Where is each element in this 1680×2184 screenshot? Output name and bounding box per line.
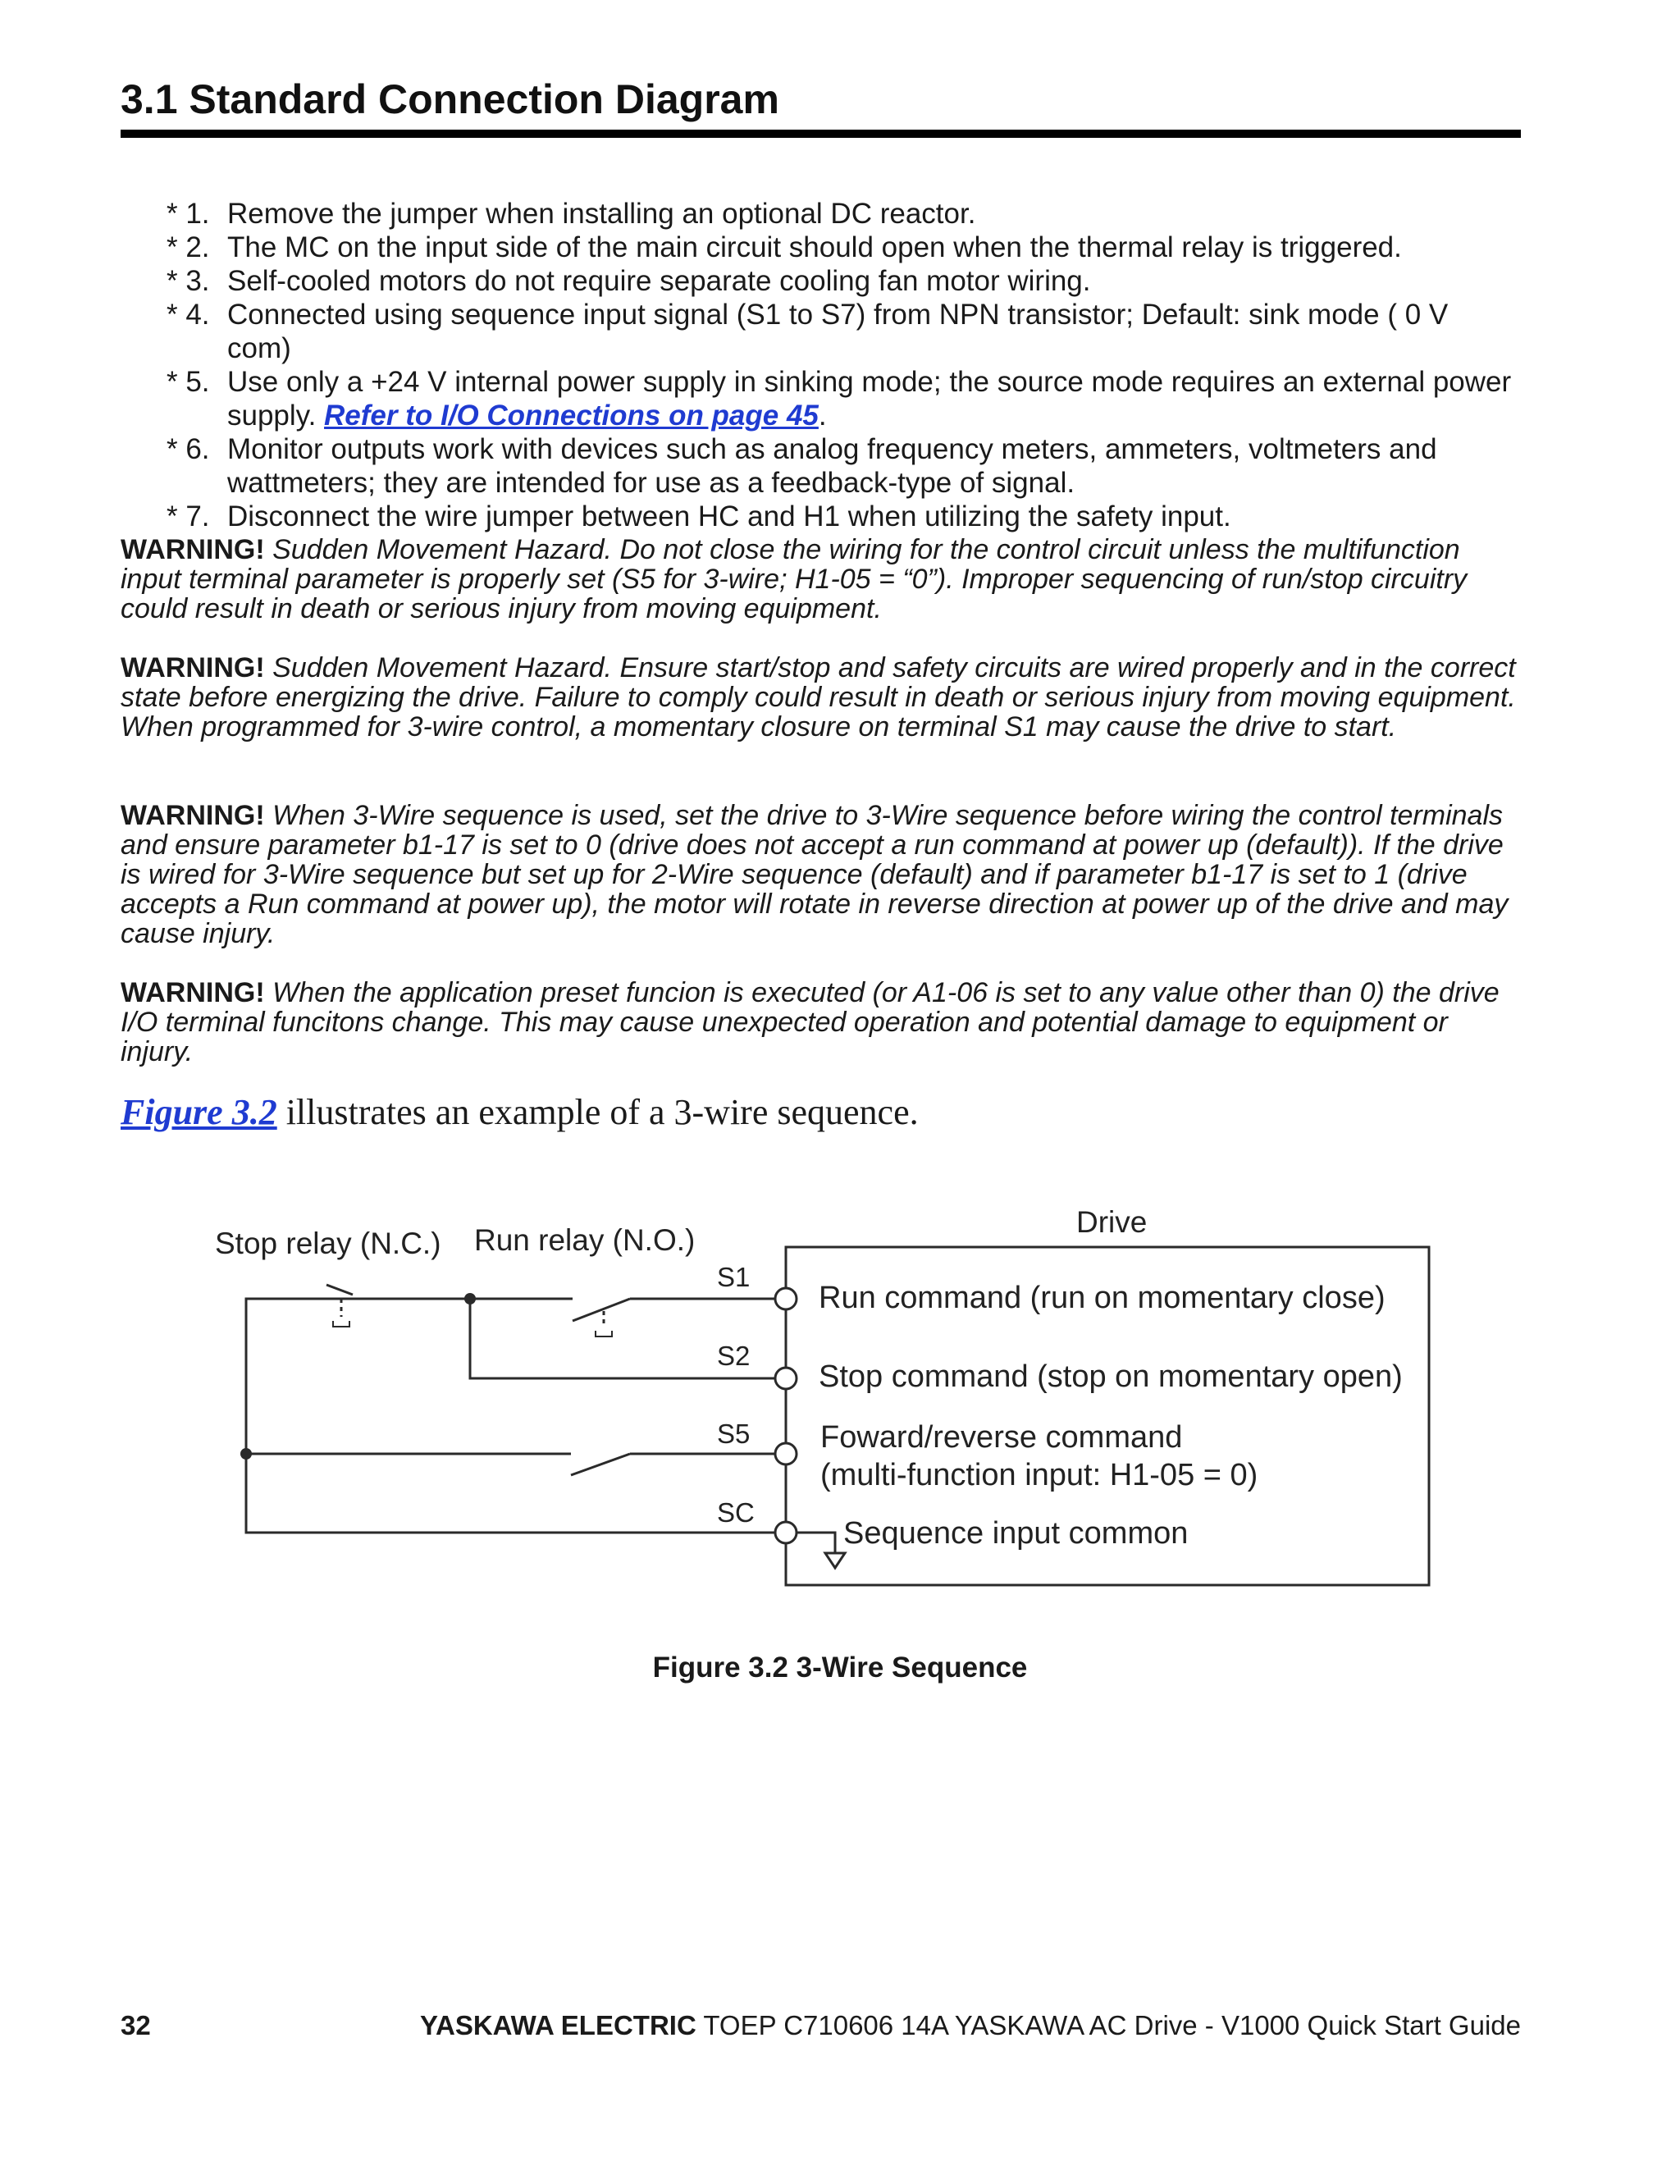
wire-left-top xyxy=(246,1299,326,1454)
ground-icon xyxy=(825,1553,845,1568)
note-item xyxy=(167,197,1512,231)
sequence-common-label: Sequence input common xyxy=(843,1516,1189,1551)
io-connections-link[interactable]: Refer to I/O Connections on page 45 xyxy=(324,400,819,432)
wire-sc xyxy=(246,1454,779,1533)
note-marker: * 1. xyxy=(167,198,210,230)
figure-intro-text: illustrates an example of a 3-wire sequence. xyxy=(276,1092,919,1132)
note-marker: * 7. xyxy=(167,500,210,532)
run-relay-label: Run relay (N.O.) xyxy=(474,1223,696,1257)
figure-3-2-link[interactable]: Figure 3.2 xyxy=(121,1092,277,1132)
note-item xyxy=(167,365,1512,432)
run-relay-foot xyxy=(596,1331,612,1336)
junction-dot xyxy=(240,1448,252,1460)
page-number: 32 xyxy=(121,2010,151,2040)
footer-doc-text: TOEP C710606 14A YASKAWA AC Drive - V1000 Quick Start Guide xyxy=(696,2010,1521,2040)
note-text-end: . xyxy=(818,400,827,432)
fwd-rev-label-line2: (multi-function input: H1-05 = 0) xyxy=(820,1458,1258,1492)
terminal-label-s5: S5 xyxy=(717,1419,751,1449)
notes-list xyxy=(167,197,1512,533)
warning-label: WARNING! xyxy=(121,800,265,831)
note-text: Remove the jumper when installing an optional DC reactor. xyxy=(227,198,976,230)
stop-relay-foot xyxy=(333,1321,349,1327)
warning-text: When 3-Wire sequence is used, set the drive to 3-Wire sequence before wiring the control terminals and ensure parameter b1-17 is set to 0 (drive does not accept a run command at power up (default)). If the drive is wired for 3-Wire sequence but set up for 2-Wire sequence (default) and if parameter b1-17 is set to 1 (drive accepts a Run command at power up), the motor will rotate in reverse direction at power up of the drive and may cause injury. xyxy=(121,800,1509,949)
note-text: Self-cooled motors do not require separate cooling fan motor wiring. xyxy=(227,265,1091,297)
note-text: The MC on the input side of the main circuit should open when the thermal relay is triggered. xyxy=(227,231,1402,263)
footer-doc-info xyxy=(420,2010,1521,2041)
note-marker: * 4. xyxy=(167,299,210,331)
wiring-diagram xyxy=(0,1190,1680,1616)
warning-label: WARNING! xyxy=(121,652,265,683)
stop-command-label: Stop command (stop on momentary open) xyxy=(819,1359,1403,1394)
note-item xyxy=(167,231,1512,264)
warning-block xyxy=(121,978,1527,1067)
section-title: 3.1 Standard Connection Diagram xyxy=(121,76,779,122)
note-text: Disconnect the wire jumper between HC and H1 when utilizing the safety input. xyxy=(227,500,1231,532)
figure-intro xyxy=(121,1091,919,1133)
note-text: Connected using sequence input signal (S1 to S7) from NPN transistor; Default: sink mode ( 0 V com) xyxy=(227,299,1449,364)
run-relay-contact xyxy=(573,1299,630,1321)
note-text: Monitor outputs work with devices such as analog frequency meters, ammeters, voltmeters and wattmeters; they are intended for use as a feedback-type of signal. xyxy=(227,433,1437,499)
note-marker: * 2. xyxy=(167,231,210,263)
terminal-sc xyxy=(775,1522,797,1543)
terminal-s2 xyxy=(775,1368,797,1389)
warning-block xyxy=(121,801,1527,948)
figure-caption: Figure 3.2 3-Wire Sequence xyxy=(652,1652,1028,1684)
footer-brand: YASKAWA ELECTRIC xyxy=(420,2010,696,2040)
note-item xyxy=(167,500,1512,533)
stop-relay-bar xyxy=(326,1285,353,1295)
title-rule xyxy=(121,130,1521,138)
note-text: Use only a +24 V internal power supply in sinking mode; the source mode requires an external power supply. xyxy=(227,366,1512,432)
warning-label: WARNING! xyxy=(121,977,265,1008)
warning-block xyxy=(121,535,1527,624)
s5-switch-contact xyxy=(571,1454,630,1475)
run-command-label: Run command (run on momentary close) xyxy=(819,1281,1386,1315)
note-item xyxy=(167,264,1512,298)
fwd-rev-label-line1: Foward/reverse command xyxy=(820,1420,1183,1455)
note-item xyxy=(167,432,1512,500)
warning-text: Sudden Movement Hazard. Do not close the wiring for the control circuit unless the multifunction input terminal parameter is properly set (S5 for 3-wire; H1-05 = “0”). Improper sequencing of run/stop circuitry could result in death or serious injury from moving equipment. xyxy=(121,534,1468,624)
warning-text: When the application preset funcion is executed (or A1-06 is set to any value other than 0) the drive I/O terminal funcitons change. This may cause unexpected operation and potential damage to equipment or injury. xyxy=(121,977,1500,1067)
terminal-s5 xyxy=(775,1443,797,1464)
terminal-s1 xyxy=(775,1288,797,1309)
terminal-label-s1: S1 xyxy=(717,1262,751,1292)
warning-label: WARNING! xyxy=(121,534,265,565)
note-marker: * 3. xyxy=(167,265,210,297)
stop-relay-label: Stop relay (N.C.) xyxy=(215,1227,441,1260)
note-marker: * 5. xyxy=(167,366,210,398)
junction-dot xyxy=(464,1293,476,1304)
warning-text: Sudden Movement Hazard. Ensure start/stop and safety circuits are wired properly and in the correct state before energizing the drive. Failure to comply could result in death or serious injury from moving equipment. When programmed for 3-wire control, a momentary closure on terminal S1 may cause the drive to start. xyxy=(121,652,1516,742)
terminal-label-s2: S2 xyxy=(717,1341,751,1371)
note-marker: * 6. xyxy=(167,433,210,465)
note-item xyxy=(167,298,1512,365)
warning-block xyxy=(121,653,1527,742)
drive-label: Drive xyxy=(1076,1205,1148,1239)
terminal-label-sc: SC xyxy=(717,1497,755,1528)
